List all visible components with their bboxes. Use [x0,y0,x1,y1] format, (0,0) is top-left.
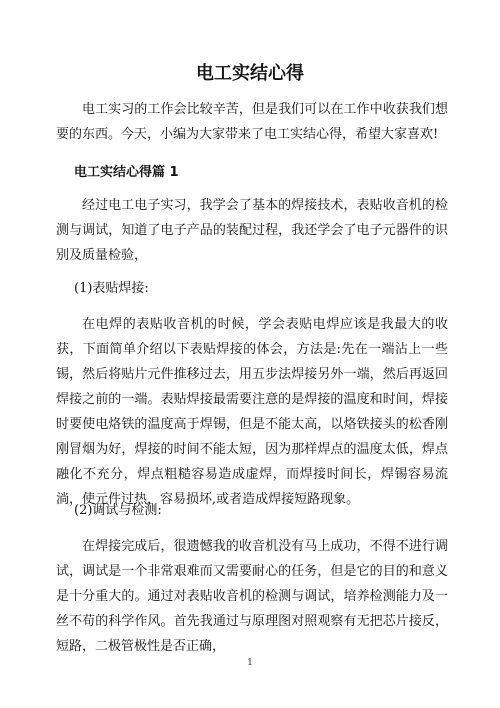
surface-welding-paragraph: 在电焊的表贴收音机的时候，学会表贴电焊应该是我最大的收获，下面简单介绍以下表贴焊接的体会，方法是:先在一端沾上一些锡，然后将贴片元件推移过去，用五步法焊接另外一端，然后再返回焊接之前的一端。表贴焊接最需要注意的是焊接的温度和时间，焊接时要使电烙铁的温度高于焊锡，但是不能太高，以烙铁接头的松香刚刚冒烟为好，焊接的时间不能太短，因为那样焊点的温度太低，焊点融化不充分，焊点粗糙容易造成虚焊，而焊接时间长，焊锡容易流淌，使元件过热，容易损坏,或者造成焊接短路现象。 [56,317,448,507]
page-number: 1 [247,658,253,668]
section-paragraph: 经过电工电子实习，我学会了基本的焊接技术，表贴收音机的检测与调试，知道了电子产品的装配过程，我还学会了电子元器件的识别及质量检验， [56,198,448,263]
intro-paragraph: 电工实习的工作会比较辛苦，但是我们可以在工作中收获我们想要的东西。今天，小编为大家带来了电工实结心得，希望大家喜欢! [56,102,448,142]
page-title: 电工实结心得 [196,63,304,84]
section-heading: 电工实结心得篇 1 [74,165,179,180]
subheading-debug-test: (2)调试与检测: [74,503,162,518]
subheading-surface-welding: (1)表贴焊接: [74,281,149,296]
debug-test-paragraph: 在焊接完成后，很遗憾我的收音机没有马上成功，不得不进行调试，调试是一个非常艰难而又需要耐心的任务，但是它的目的和意义是十分重大的。通过对表贴收音机的检测与调试，培养检测能力及一丝不苟的科学作风。首先我通过与原理图对照观察有无把芯片接反，短路，二极管极性是否正确， [56,539,448,654]
